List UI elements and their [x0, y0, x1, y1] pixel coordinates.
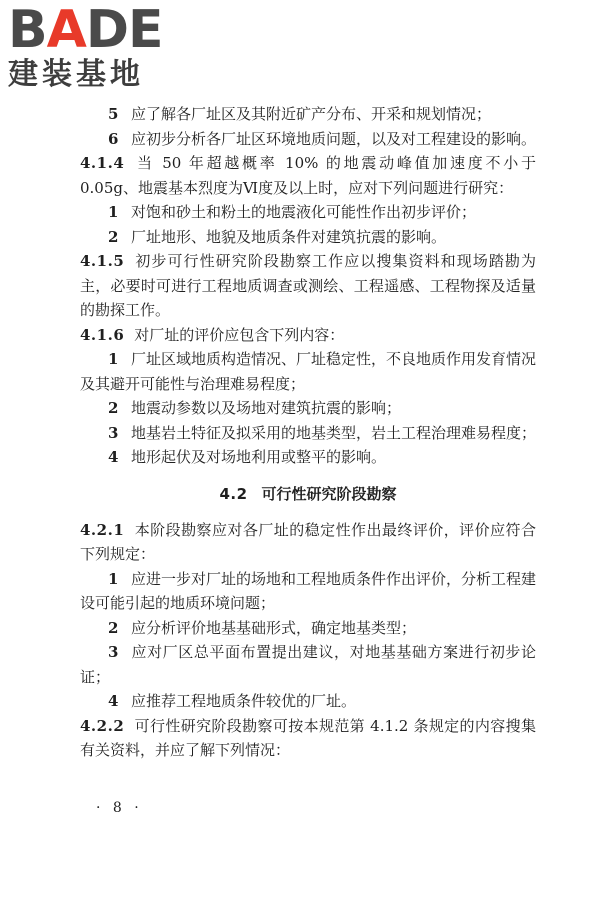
paragraph-text: 应了解各厂址区及其附近矿产分布、开采和规划情况；	[130, 105, 491, 123]
brand-logo	[8, 0, 198, 96]
clause-paragraph	[80, 323, 536, 348]
section-number: 4.2	[219, 484, 248, 503]
item-number: 2	[108, 399, 119, 417]
document-body	[80, 102, 536, 763]
clause-number: 4.1.6	[80, 325, 125, 344]
item-number: 4	[108, 448, 119, 466]
logo-letters-de: DE	[85, 0, 163, 60]
item-number: 1	[108, 203, 119, 221]
list-item	[80, 102, 536, 127]
paragraph-text: 初步可行性研究阶段勘察工作应以搜集资料和现场踏勘为主，必要时可进行工程地质调查或测绘、工程遥感、工程物探及适量的勘探工作。	[80, 252, 536, 319]
list-item	[80, 225, 536, 250]
clause-number: 4.1.5	[80, 252, 125, 270]
item-number: 2	[108, 618, 119, 637]
item-number: 2	[108, 227, 119, 246]
list-item	[80, 200, 536, 225]
item-number: 3	[108, 423, 119, 442]
section-heading	[80, 482, 536, 506]
paragraph-group-4-1	[80, 102, 536, 470]
paragraph-text: 对饱和砂土和粉土的地震液化可能性作出初步评价；	[130, 203, 476, 221]
item-number: 3	[108, 643, 119, 661]
clause-paragraph	[80, 518, 536, 567]
paragraph-text: 应初步分析各厂址区环境地质问题，以及对工程建设的影响。	[130, 129, 536, 148]
item-number: 1	[108, 350, 119, 368]
logo-letter-b: B	[8, 0, 47, 60]
clause-paragraph	[80, 151, 536, 200]
paragraph-text: 应推荐工程地质条件较优的厂址。	[130, 692, 356, 710]
paragraph-text: 本阶段勘察应对各厂址的稳定性作出最终评价，评价应符合下列规定：	[80, 520, 536, 563]
paragraph-text: 应对厂区总平面布置提出建议，对地基基础方案进行初步论证；	[80, 643, 536, 686]
logo-subtitle: 建装基地	[8, 57, 144, 92]
paragraph-text: 地震动参数以及场地对建筑抗震的影响；	[130, 399, 401, 417]
paragraph-text: 厂址区域地质构造情况、厂址稳定性，不良地质作用发育情况及其避开可能性与治理难易程度；	[80, 350, 536, 393]
list-item	[80, 445, 536, 470]
paragraph-text: 应分析评价地基基础形式，确定地基类型；	[130, 618, 416, 637]
list-item	[80, 689, 536, 714]
clause-number: 4.2.2	[80, 716, 125, 735]
list-item	[80, 640, 536, 689]
list-item	[80, 616, 536, 641]
item-number: 5	[108, 105, 119, 123]
list-item	[80, 127, 536, 152]
paragraph-text: 应进一步对厂址的场地和工程地质条件作出评价，分析工程建设可能引起的地质环境问题；	[80, 569, 536, 612]
item-number: 4	[108, 692, 119, 710]
logo-letter-a: A	[46, 0, 86, 60]
clause-number: 4.2.1	[80, 520, 125, 539]
paragraph-text: 对厂址的评价应包含下列内容：	[134, 325, 345, 344]
paragraph-text: 当 50 年超越概率 10% 的地震动峰值加速度不小于 0.05g、地震基本烈度为Ⅵ度及以上时，应对下列问题进行研究：	[80, 154, 536, 197]
item-number: 6	[108, 129, 119, 148]
list-item	[80, 396, 536, 421]
item-number: 1	[108, 569, 119, 588]
page-number: · 8 ·	[96, 800, 143, 816]
list-item	[80, 421, 536, 446]
paragraph-text: 地形起伏及对场地利用或整平的影响。	[130, 448, 386, 466]
list-item	[80, 347, 536, 396]
clause-number: 4.1.4	[80, 154, 125, 172]
clause-paragraph	[80, 249, 536, 323]
list-item	[80, 567, 536, 616]
section-title: 可行性研究阶段勘察	[261, 484, 397, 503]
paragraph-text: 厂址地形、地貌及地质条件对建筑抗震的影响。	[130, 227, 446, 246]
paragraph-text: 地基岩土特征及拟采用的地基类型，岩土工程治理难易程度；	[130, 423, 536, 442]
paragraph-group-4-2	[80, 518, 536, 763]
paragraph-text: 可行性研究阶段勘察可按本规范第 4.1.2 条规定的内容搜集有关资料，并应了解下列情况：	[80, 716, 536, 759]
clause-paragraph	[80, 714, 536, 763]
logo-wordmark	[8, 0, 198, 60]
